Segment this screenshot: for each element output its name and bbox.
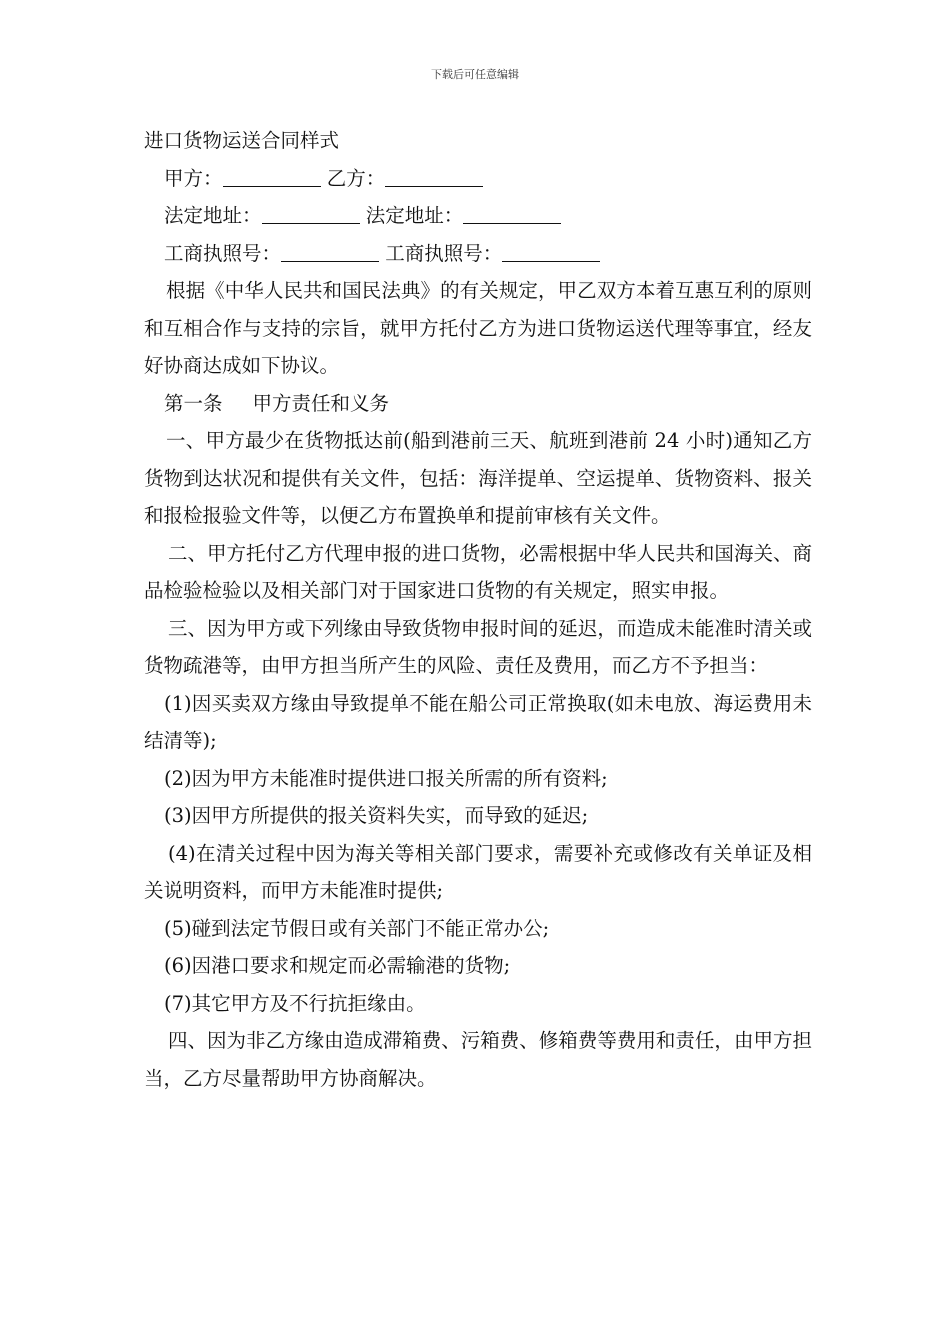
party-row-address <box>144 197 812 235</box>
clause-3-item-3: (3)因甲方所提供的报关资料失实，而导致的延迟; <box>164 804 589 827</box>
party-row-names <box>144 160 812 198</box>
clause-3-item-6: (6)因港口要求和规定而必需输港的货物; <box>164 954 511 977</box>
party-b-address-blank[interactable] <box>463 203 561 224</box>
clause-4: 四、因为非乙方缘由造成滞箱费、污箱费、修箱费等费用和责任，由甲方担当，乙方尽量帮助甲方协商解决。 <box>144 1029 812 1090</box>
party-a-address-label: 法定地址： <box>164 204 262 227</box>
intro-paragraph: 根据《中华人民共和国民法典》的有关规定，甲乙双方本着互惠互利的原则和互相合作与支持的宗旨，就甲方托付乙方为进口货物运送代理等事宜，经友好协商达成如下协议。 <box>144 279 812 377</box>
party-a-blank[interactable] <box>223 166 321 187</box>
contract-title: 进口货物运送合同样式 <box>144 129 340 152</box>
party-a-label: 甲方： <box>164 166 223 190</box>
party-b-license-blank[interactable] <box>502 241 600 262</box>
clause-3-item-7: (7)其它甲方及不行抗拒缘由。 <box>164 991 426 1015</box>
clause-3-item-4: (4)在清关过程中因为海关等相关部门要求，需要补充或修改有关单证及相关说明资料，而甲方未能准时提供; <box>144 841 812 902</box>
party-row-license <box>144 235 812 273</box>
clause-3-item-2: (2)因为甲方未能准时提供进口报关所需的所有资料; <box>164 766 608 790</box>
clause-2: 二、甲方托付乙方代理申报的进口货物，必需根据中华人民共和国海关、商品检验检验以及相关部门对于国家进口货物的有关规定，照实申报。 <box>144 541 812 602</box>
article-number: 第一条 <box>164 391 223 415</box>
article-title: 甲方责任和义务 <box>252 391 390 415</box>
party-a-address-blank[interactable] <box>262 203 360 224</box>
clause-3-item-1: (1)因买卖双方缘由导致提单不能在船公司正常换取(如未电放、海运费用未结清等); <box>144 691 812 752</box>
article-1-heading <box>144 385 812 423</box>
page-header-note: 下载后可任意编辑 <box>431 68 519 81</box>
clause-3: 三、因为甲方或下列缘由导致货物申报时间的延迟，而造成未能准时清关或货物疏港等，由甲方担当所产生的风险、责任及费用，而乙方不予担当： <box>144 616 812 677</box>
party-b-blank[interactable] <box>385 166 483 187</box>
party-b-address-label: 法定地址： <box>365 204 464 227</box>
party-b-label: 乙方： <box>326 166 386 190</box>
clause-1: 一、甲方最少在货物抵达前(船到港前三天、航班到港前 24 小时)通知乙方货物到达状况和提供有关文件，包括：海洋提单、空运提单、货物资料、报关和报检报验文件等，以便乙方布置换单和提前审核有关文件。 <box>144 429 812 527</box>
party-b-license-label: 工商执照号： <box>385 241 503 265</box>
party-a-license-blank[interactable] <box>281 241 379 262</box>
party-a-license-label: 工商执照号： <box>164 241 282 265</box>
contract-body <box>144 122 812 1097</box>
clause-3-item-5: (5)碰到法定节假日或有关部门不能正常办公; <box>164 916 550 940</box>
